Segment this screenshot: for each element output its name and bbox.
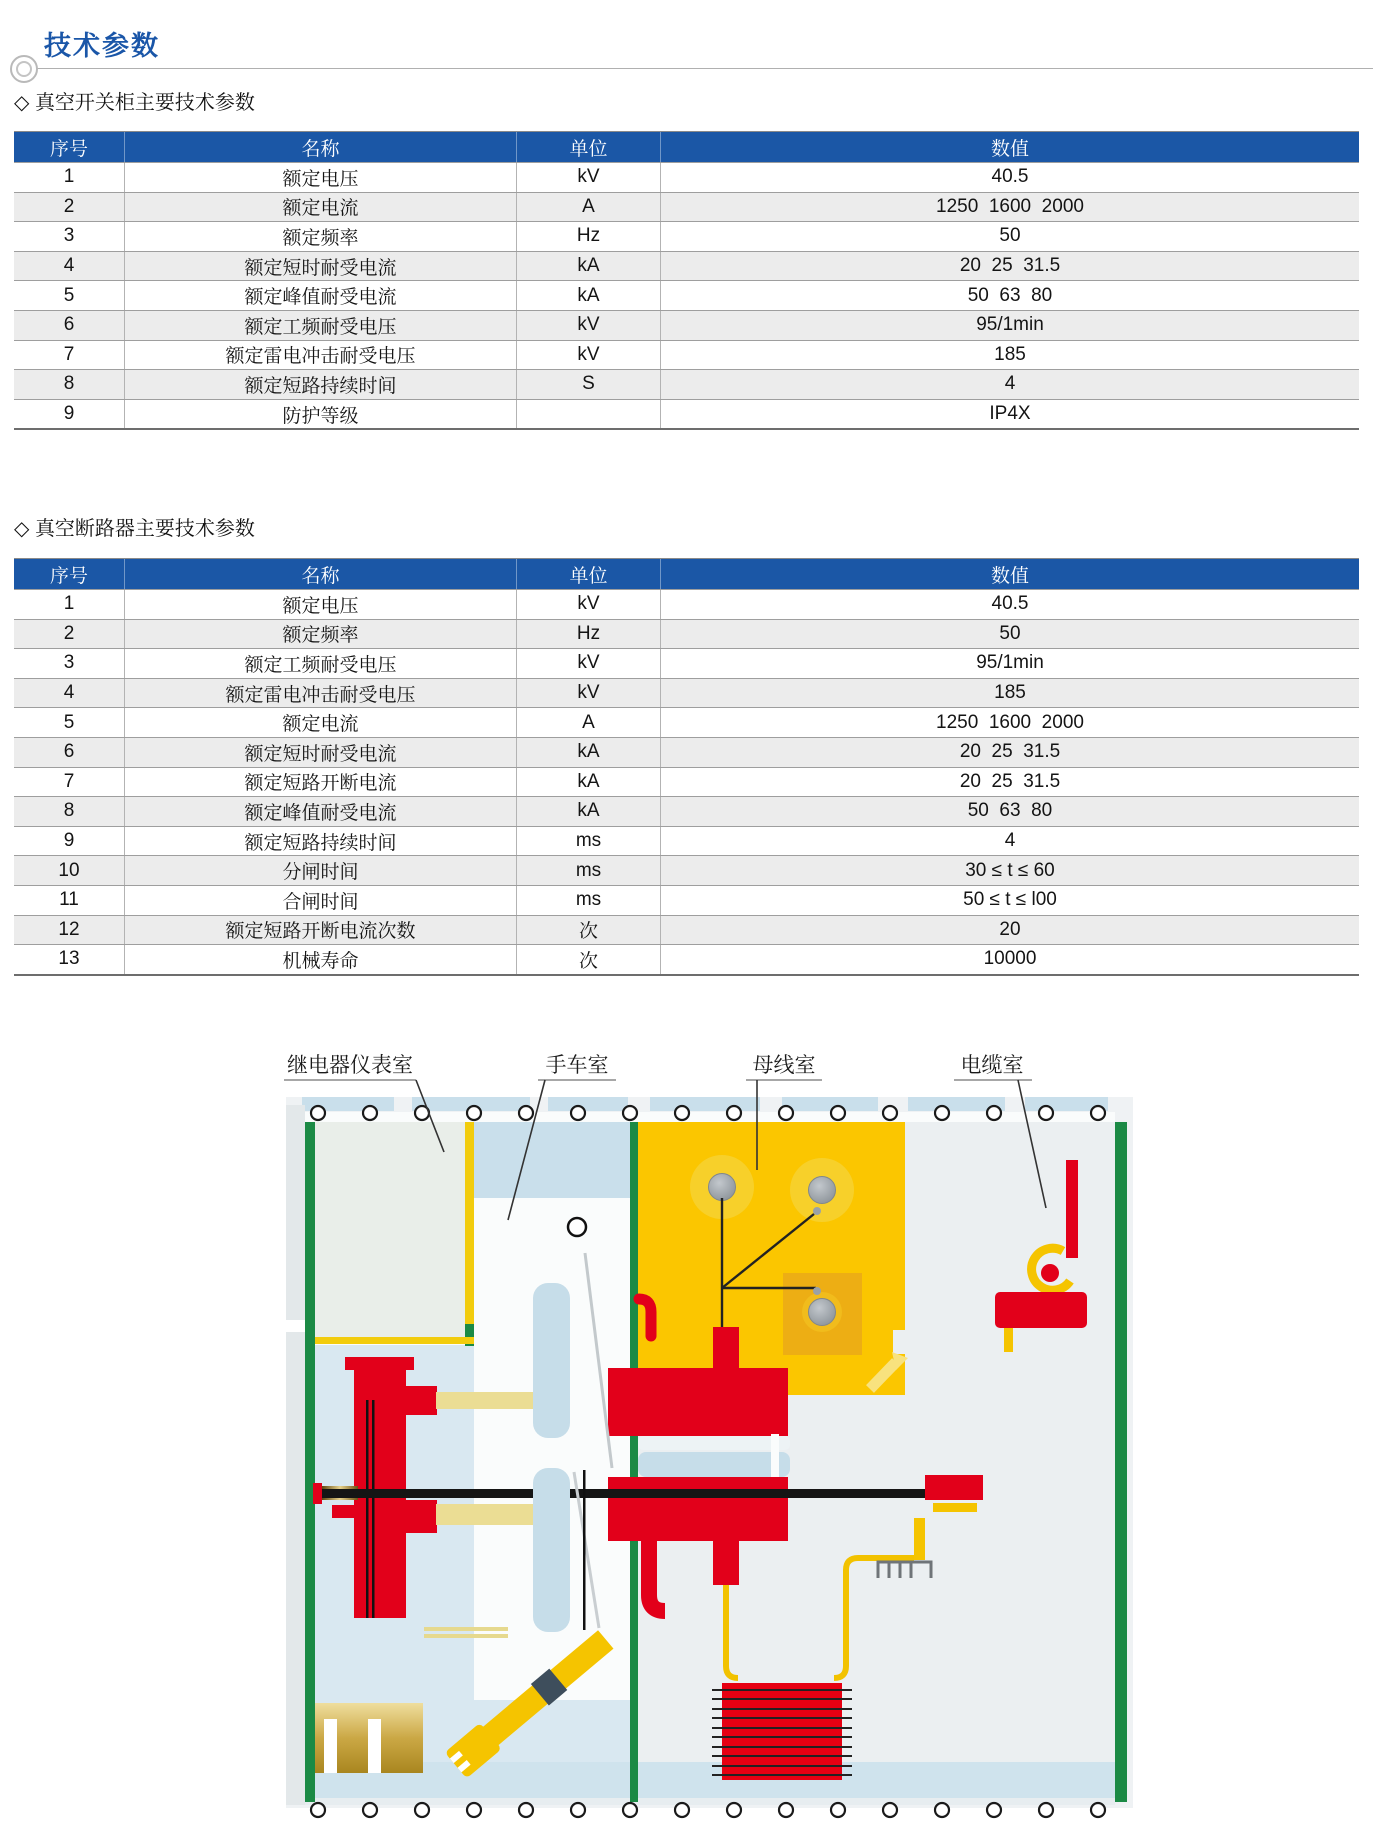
column-header: 名称	[124, 559, 516, 589]
earthing-switch	[315, 1703, 423, 1773]
table-row	[14, 192, 1359, 222]
table-cell: 3	[63, 225, 75, 247]
guide-rail	[533, 1283, 570, 1438]
table-cell: 额定电流	[124, 708, 516, 737]
table-cell: kA	[516, 252, 660, 281]
table-cell: IP4X	[660, 400, 1359, 429]
busbar-conductor	[809, 1299, 836, 1326]
table-cell: 50	[660, 222, 1359, 251]
table-cell: 6	[63, 741, 75, 763]
table-cell: Hz	[516, 620, 660, 649]
table-cell: 额定短路持续时间	[124, 370, 516, 399]
table-cell: 分闸时间	[124, 856, 516, 885]
table-cell: 额定电压	[124, 163, 516, 192]
table-row	[14, 915, 1359, 945]
table-cell: 额定频率	[124, 620, 516, 649]
table-cell: 机械寿命	[124, 945, 516, 974]
table-cell: 额定工频耐受电压	[124, 649, 516, 678]
bolt-icon	[883, 1803, 897, 1817]
cabinet-floor	[305, 1762, 1115, 1798]
bolt-icon	[1039, 1803, 1053, 1817]
table-cell: 185	[660, 679, 1359, 708]
table-row	[14, 589, 1359, 619]
bolt-icon	[363, 1803, 377, 1817]
table-cell: 10	[58, 859, 80, 881]
table-row	[14, 648, 1359, 678]
table-cell: 1250 1600 2000	[660, 708, 1359, 737]
section2-heading: ◇ 真空断路器主要技术参数	[14, 518, 255, 540]
table-cell: 9	[63, 830, 75, 852]
switchgear-parameters-table	[14, 131, 1359, 430]
table-header-row	[14, 559, 1359, 589]
busbar-conductor	[809, 1177, 836, 1204]
table-cell: 20 25 31.5	[660, 252, 1359, 281]
table-cell: 2	[63, 622, 75, 644]
table-cell: kA	[516, 797, 660, 826]
table-cell: 20 25 31.5	[660, 738, 1359, 767]
column-header: 单位	[516, 132, 660, 162]
table-cell: A	[516, 193, 660, 222]
bolt-icon	[727, 1106, 741, 1120]
table-cell: 4	[63, 682, 75, 704]
busbar-room	[638, 1122, 908, 1395]
table-row	[14, 885, 1359, 915]
table-cell: 1250 1600 2000	[660, 193, 1359, 222]
table-cell: 50 63 80	[660, 797, 1359, 826]
bolt-icon	[1091, 1803, 1105, 1817]
vacuum-interrupter	[638, 1452, 790, 1477]
cable-room-label: 电缆室	[960, 1054, 1024, 1077]
bolt-icon	[779, 1803, 793, 1817]
table-cell: 7	[63, 343, 75, 365]
table-cell	[516, 400, 660, 429]
table-row	[14, 340, 1359, 370]
table-cell: 50 ≤ t ≤ l00	[660, 886, 1359, 915]
bolt-icon	[519, 1106, 533, 1120]
bolt-icon	[467, 1803, 481, 1817]
bolt-icon	[311, 1106, 325, 1120]
bolt-icon	[779, 1106, 793, 1120]
table-cell: 1	[63, 593, 75, 615]
table-cell: kA	[516, 738, 660, 767]
table-cell: 额定短路持续时间	[124, 827, 516, 856]
table-cell: 额定电流	[124, 193, 516, 222]
table-cell: 10000	[660, 945, 1359, 974]
bolt-icon	[363, 1106, 377, 1120]
table-cell: ms	[516, 856, 660, 885]
table-row	[14, 619, 1359, 649]
table-cell: kA	[516, 768, 660, 797]
cable-room-area	[905, 1122, 1115, 1762]
bolt-icon	[831, 1803, 845, 1817]
cabinet-cross-section-diagram	[0, 1040, 1373, 1840]
table-row	[14, 221, 1359, 251]
table-cell: kA	[516, 281, 660, 310]
table-cell: 8	[63, 373, 75, 395]
column-header: 单位	[516, 559, 660, 589]
bolt-icon	[675, 1803, 689, 1817]
column-header: 序号	[49, 138, 88, 160]
table-cell: 7	[63, 770, 75, 792]
column-header: 序号	[49, 565, 88, 587]
circuit-breaker-parameters-table	[14, 558, 1359, 976]
table-cell: kV	[516, 341, 660, 370]
table-cell: 20	[660, 916, 1359, 945]
bolt-icon	[831, 1106, 845, 1120]
bolt-icon	[571, 1803, 585, 1817]
vacuum-interrupter	[638, 1436, 790, 1450]
bolt-icon	[519, 1803, 533, 1817]
contact-rod	[436, 1392, 546, 1409]
handcart-room-label: 手车室	[545, 1054, 609, 1077]
table-row	[14, 767, 1359, 797]
table-cell: kV	[516, 590, 660, 619]
table-cell: 合闸时间	[124, 886, 516, 915]
table-cell: 20 25 31.5	[660, 768, 1359, 797]
bolt-icon	[935, 1803, 949, 1817]
table-row	[14, 162, 1359, 192]
table-cell: 95/1min	[660, 649, 1359, 678]
relay-room-yellow-wall	[465, 1122, 474, 1324]
table-cell: 13	[58, 948, 80, 970]
table-row	[14, 707, 1359, 737]
table-cell: 3	[63, 652, 75, 674]
table-cell: 12	[58, 918, 80, 940]
table-cell: S	[516, 370, 660, 399]
ring-icon	[10, 55, 38, 83]
table-cell: 额定峰值耐受电流	[124, 797, 516, 826]
table-cell: 额定工频耐受电压	[124, 311, 516, 340]
bolt-icon	[623, 1106, 637, 1120]
bolt-icon	[727, 1803, 741, 1817]
table-cell: kV	[516, 163, 660, 192]
bolt-icon	[467, 1106, 481, 1120]
table-cell: 4	[660, 370, 1359, 399]
table-cell: kV	[516, 649, 660, 678]
table-row	[14, 737, 1359, 767]
table-row	[14, 399, 1359, 429]
table-cell: 5	[63, 711, 75, 733]
table-cell: 9	[63, 403, 75, 425]
header-rule	[24, 68, 1373, 69]
bolt-icon	[935, 1106, 949, 1120]
table-row	[14, 310, 1359, 340]
busbar-room-label: 母线室	[752, 1054, 816, 1077]
bolt-icon	[1091, 1106, 1105, 1120]
table-cell: 防护等级	[124, 400, 516, 429]
ring-inner-icon	[16, 61, 32, 77]
table-row	[14, 944, 1359, 974]
guide-rail	[533, 1468, 570, 1632]
table-cell: 2	[63, 195, 75, 217]
bolt-icon	[623, 1803, 637, 1817]
table-cell: 额定雷电冲击耐受电压	[124, 679, 516, 708]
relay-room-label: 继电器仪表室	[287, 1054, 413, 1077]
table-cell: 额定频率	[124, 222, 516, 251]
table-cell: A	[516, 708, 660, 737]
table-cell: 5	[63, 284, 75, 306]
table-cell: Hz	[516, 222, 660, 251]
table-row	[14, 678, 1359, 708]
table-cell: 额定短时耐受电流	[124, 738, 516, 767]
table-row	[14, 369, 1359, 399]
table-cell: 额定电压	[124, 590, 516, 619]
table-cell: kV	[516, 679, 660, 708]
table-cell: 额定短时耐受电流	[124, 252, 516, 281]
handcart-hole	[568, 1218, 586, 1236]
page-title: 技术参数	[44, 31, 160, 61]
table-cell: 1	[63, 166, 75, 188]
handcart-room-top-panel	[474, 1122, 630, 1198]
table-cell: 额定短路开断电流次数	[124, 916, 516, 945]
table-row	[14, 796, 1359, 826]
table-cell: 40.5	[660, 163, 1359, 192]
busbar-conductor	[709, 1174, 736, 1201]
bolt-icon	[675, 1106, 689, 1120]
table-row	[14, 855, 1359, 885]
table-cell: 4	[63, 255, 75, 277]
bolt-icon	[415, 1803, 429, 1817]
column-header: 名称	[124, 132, 516, 162]
table-cell: 次	[516, 916, 660, 945]
contact-rod	[436, 1504, 546, 1525]
table-row	[14, 251, 1359, 281]
column-header: 数值	[660, 559, 1359, 589]
table-cell: ms	[516, 886, 660, 915]
bolt-icon	[571, 1106, 585, 1120]
table-cell: 4	[660, 827, 1359, 856]
table-row	[14, 826, 1359, 856]
table-cell: 8	[63, 800, 75, 822]
table-cell: ms	[516, 827, 660, 856]
table-cell: 185	[660, 341, 1359, 370]
relay-room-area	[315, 1122, 465, 1340]
bolt-icon	[883, 1106, 897, 1120]
bolt-icon	[1039, 1106, 1053, 1120]
column-header: 数值	[660, 132, 1359, 162]
table-cell: 额定峰值耐受电流	[124, 281, 516, 310]
table-cell: 50	[660, 620, 1359, 649]
table-header-row	[14, 132, 1359, 162]
bolt-icon	[311, 1803, 325, 1817]
table-row	[14, 280, 1359, 310]
section1-heading: ◇ 真空开关柜主要技术参数	[14, 92, 255, 114]
bolt-icon	[987, 1106, 1001, 1120]
table-cell: 40.5	[660, 590, 1359, 619]
table-cell: 额定短路开断电流	[124, 768, 516, 797]
table-cell: 11	[59, 889, 79, 911]
table-cell: 6	[63, 314, 75, 336]
table-cell: 额定雷电冲击耐受电压	[124, 341, 516, 370]
table-cell: 30 ≤ t ≤ 60	[660, 856, 1359, 885]
bolt-icon	[987, 1803, 1001, 1817]
table-cell: 95/1min	[660, 311, 1359, 340]
table-cell: 50 63 80	[660, 281, 1359, 310]
table-cell: 次	[516, 945, 660, 974]
table-cell: kV	[516, 311, 660, 340]
